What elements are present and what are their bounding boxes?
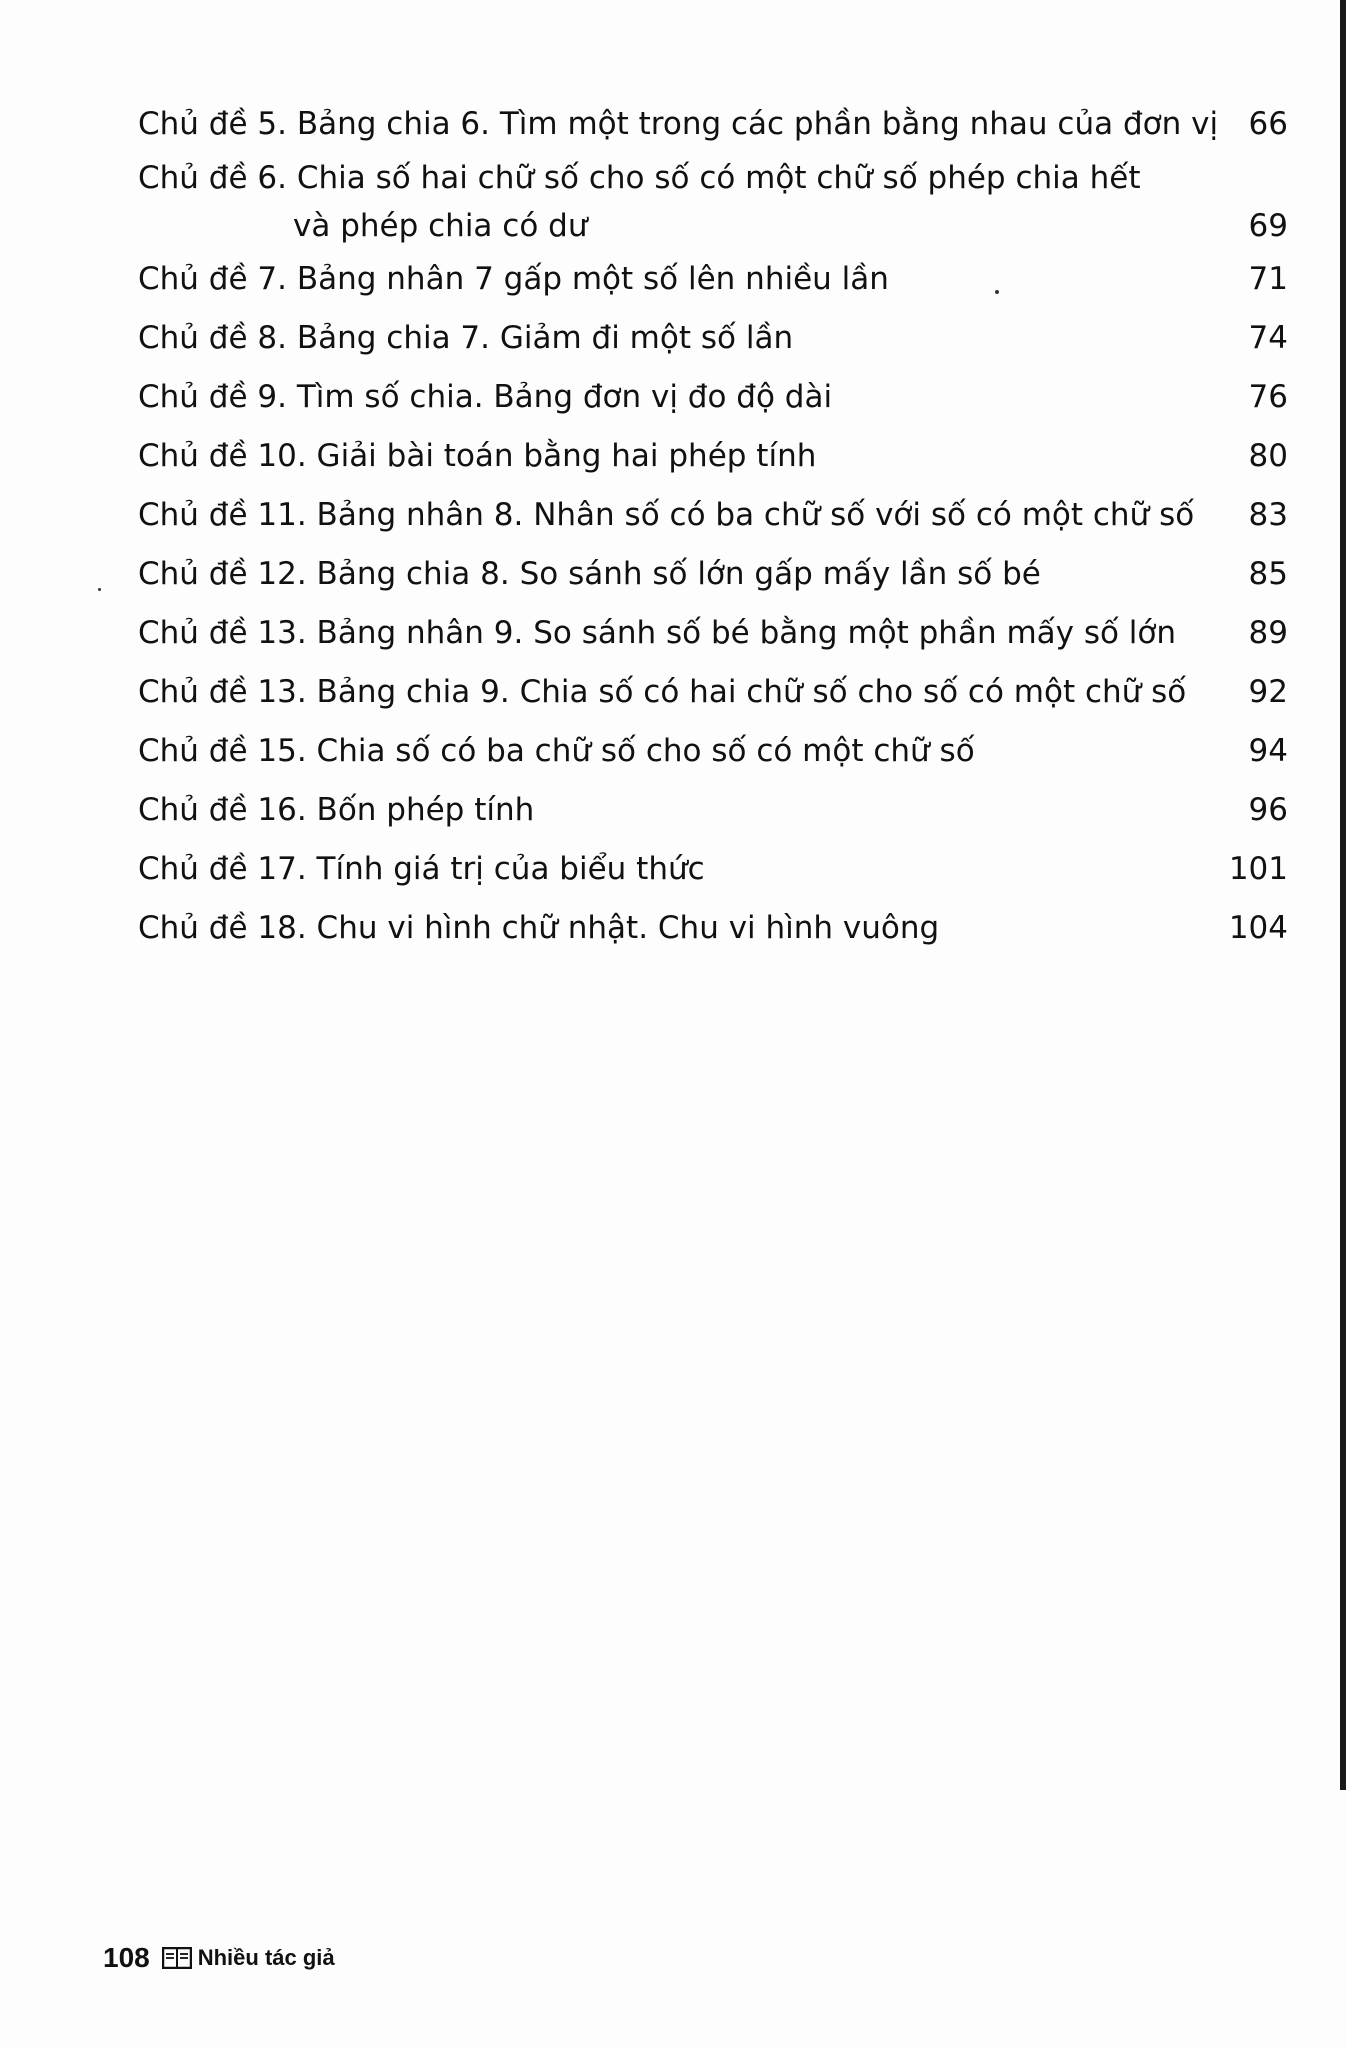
page-edge-shadow bbox=[1340, 0, 1346, 1790]
toc-entry-label: Chủ đề 9. Tìm số chia. Bảng đơn vị đo độ dài bbox=[138, 379, 833, 415]
toc-entry-page: 104 bbox=[1228, 910, 1288, 946]
toc-entry-page: 85 bbox=[1248, 556, 1288, 592]
toc-entry-label: Chủ đề 16. Bốn phép tính bbox=[138, 792, 535, 828]
toc-entry bbox=[138, 722, 1288, 781]
toc-entry bbox=[138, 250, 1288, 309]
toc-entry bbox=[138, 545, 1288, 604]
table-of-contents bbox=[138, 95, 1288, 958]
toc-entry-page: 76 bbox=[1248, 379, 1288, 415]
toc-entry-page: 74 bbox=[1248, 320, 1288, 356]
toc-entry-label: Chủ đề 13. Bảng chia 9. Chia số có hai chữ số cho số có một chữ số bbox=[138, 674, 1187, 710]
toc-entry-label: Chủ đề 6. Chia số hai chữ số cho số có một chữ số phép chia hết bbox=[138, 160, 1141, 196]
toc-entry-page: 96 bbox=[1248, 792, 1288, 828]
toc-entry-page: 71 bbox=[1248, 261, 1288, 297]
book-icon bbox=[162, 1947, 192, 1969]
toc-entry-label: Chủ đề 7. Bảng nhân 7 gấp một số lên nhiều lần bbox=[138, 261, 889, 297]
toc-entry-page: 83 bbox=[1248, 497, 1288, 533]
toc-entry-label: Chủ đề 5. Bảng chia 6. Tìm một trong các phần bằng nhau của đơn vị bbox=[138, 106, 1219, 142]
toc-entry-label: Chủ đề 8. Bảng chia 7. Giảm đi một số lần bbox=[138, 320, 794, 356]
toc-entry-label: Chủ đề 18. Chu vi hình chữ nhật. Chu vi hình vuông bbox=[138, 910, 940, 946]
toc-entry-page: 89 bbox=[1248, 615, 1288, 651]
toc-entry bbox=[138, 95, 1288, 154]
toc-entry bbox=[138, 368, 1288, 427]
toc-entry bbox=[138, 604, 1288, 663]
toc-entry bbox=[138, 663, 1288, 722]
toc-entry-page: 80 bbox=[1248, 438, 1288, 474]
toc-entry bbox=[138, 154, 1288, 250]
toc-entry-label: Chủ đề 15. Chia số có ba chữ số cho số có một chữ số bbox=[138, 733, 975, 769]
print-speck bbox=[995, 290, 999, 294]
toc-entry bbox=[138, 427, 1288, 486]
toc-entry bbox=[138, 486, 1288, 545]
footer-author: Nhiều tác giả bbox=[197, 1945, 335, 1970]
toc-entry-label: Chủ đề 17. Tính giá trị của biểu thức bbox=[138, 851, 705, 887]
toc-entry bbox=[138, 309, 1288, 368]
footer-page-number: 108 bbox=[103, 1942, 150, 1973]
toc-entry bbox=[138, 781, 1288, 840]
toc-entry-page: 94 bbox=[1248, 733, 1288, 769]
toc-entry-label: Chủ đề 11. Bảng nhân 8. Nhân số có ba chữ số với số có một chữ số bbox=[138, 497, 1195, 533]
toc-entry-page: 66 bbox=[1248, 106, 1288, 142]
toc-entry-page: 69 bbox=[1248, 208, 1288, 244]
toc-entry bbox=[138, 899, 1288, 958]
print-speck bbox=[98, 588, 101, 591]
page-footer bbox=[103, 1942, 335, 1974]
toc-entry-label-continued: và phép chia có dư bbox=[293, 208, 588, 244]
toc-entry-page: 92 bbox=[1248, 674, 1288, 710]
toc-entry-label: Chủ đề 12. Bảng chia 8. So sánh số lớn gấp mấy lần số bé bbox=[138, 556, 1041, 592]
toc-entry-page: 101 bbox=[1228, 851, 1288, 887]
toc-entry-label: Chủ đề 10. Giải bài toán bằng hai phép tính bbox=[138, 438, 817, 474]
toc-entry-label: Chủ đề 13. Bảng nhân 9. So sánh số bé bằng một phần mấy số lớn bbox=[138, 615, 1177, 651]
toc-entry bbox=[138, 840, 1288, 899]
